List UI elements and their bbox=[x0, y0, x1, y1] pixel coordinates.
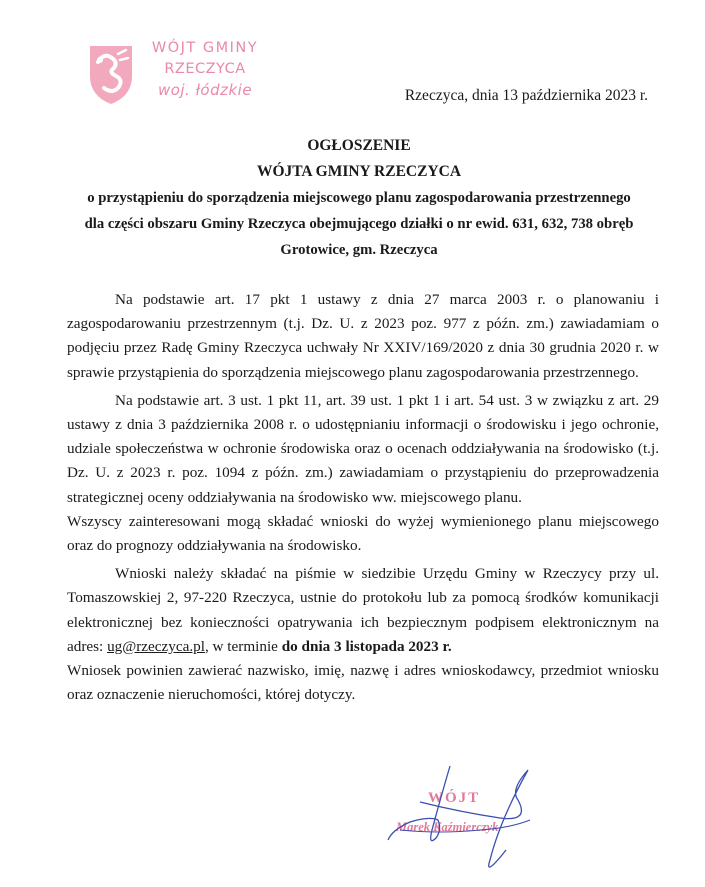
place-and-date: Rzeczyca, dnia 13 października 2023 r. bbox=[404, 87, 648, 104]
paragraph-invitation: Wszyscy zainteresowani mogą składać wnioski do wyżej wymienionego planu miejscowego oraz do prognozy oddziaływania na środowisko. bbox=[67, 512, 659, 555]
submission-deadline-prefix: , w terminie bbox=[204, 637, 282, 655]
paragraph-submission bbox=[67, 562, 659, 659]
handwritten-signature bbox=[380, 760, 550, 880]
heading-author: WÓJTA GMINY RZECZYCA bbox=[256, 163, 462, 180]
email-link[interactable]: ug@rzeczyca.pl bbox=[107, 637, 205, 655]
announcement-heading bbox=[60, 133, 658, 263]
announcement-body bbox=[67, 288, 659, 707]
heading-title: OGŁOSZENIE bbox=[307, 137, 411, 154]
heading-subject-line-2: dla części obszaru Gminy Rzeczyca obejmującego działki o nr ewid. 631, 632, 738 obręb bbox=[84, 216, 634, 232]
signature-name: Marek Kaźmierczyk bbox=[396, 820, 499, 834]
submission-deadline: do dnia 3 listopada 2023 r. bbox=[281, 637, 452, 655]
stamp-text bbox=[140, 38, 270, 100]
paragraph-requirements: Wniosek powinien zawierać nazwisko, imię, nazwę i adres wnioskodawcy, przedmiot wniosku oraz oznaczenie nieruchomości, której dotyczy. bbox=[67, 662, 659, 704]
heading-subject-line-1: o przystąpieniu do sporządzenia miejscowego planu zagospodarowania przestrzennego bbox=[87, 190, 631, 206]
coat-of-arms-icon bbox=[88, 42, 134, 106]
stamp-line-1: WÓJT GMINY bbox=[151, 40, 259, 56]
stamp-line-3: woj. łódzkie bbox=[157, 81, 253, 99]
stamp-line-2: RZECZYCA bbox=[164, 61, 246, 77]
municipal-stamp bbox=[88, 38, 263, 114]
signature-title: WÓJT bbox=[428, 790, 481, 806]
submission-text: Wnioski należy składać na piśmie w siedzibie Urzędu Gminy w Rzeczycy przy ul. Tomaszowskiej 2, 97-220 Rzeczyca, ustnie do protokołu lub za pomocą środków komunikacji elektronicznej bez konieczności opatrywania ich bezpiecznym podpisem elektronicznym na adres: bbox=[67, 565, 659, 655]
paragraph-environmental-assessment: Na podstawie art. 3 ust. 1 pkt 11, art. 39 ust. 1 pkt 1 i art. 54 ust. 3 w związku z art. 29 ustawy z dnia 3 października 2008 r. o udostępnianiu informacji o środowisku i jego ochronie, udziale społeczeństwa w ochronie środowiska oraz o ocenach oddziaływania na środowisko (t.j. Dz. U. z 2023 r. poz. 1094 z późn. zm.) zawiadamiam o przystąpieniu do przeprowadzenia strategicznej oceny oddziaływania na środowisko ww. miejscowego planu. bbox=[67, 391, 659, 506]
signature-block bbox=[380, 760, 550, 880]
paragraph-resolution: Na podstawie art. 17 pkt 1 ustawy z dnia 27 marca 2003 r. o planowaniu i zagospodarowaniu przestrzennym (t.j. Dz. U. z 2023 poz. 977 z późn. zm.) zawiadamiam o podjęciu przez Radę Gminy Rzeczyca uchwały Nr XXIV/169/2020 z dnia 30 grudnia 2020 r. w sprawie przystąpienia do sporządzenia miejscowego planu zagospodarowania przestrzennego. bbox=[67, 291, 659, 381]
heading-subject-line-3: Grotowice, gm. Rzeczyca bbox=[280, 242, 438, 258]
